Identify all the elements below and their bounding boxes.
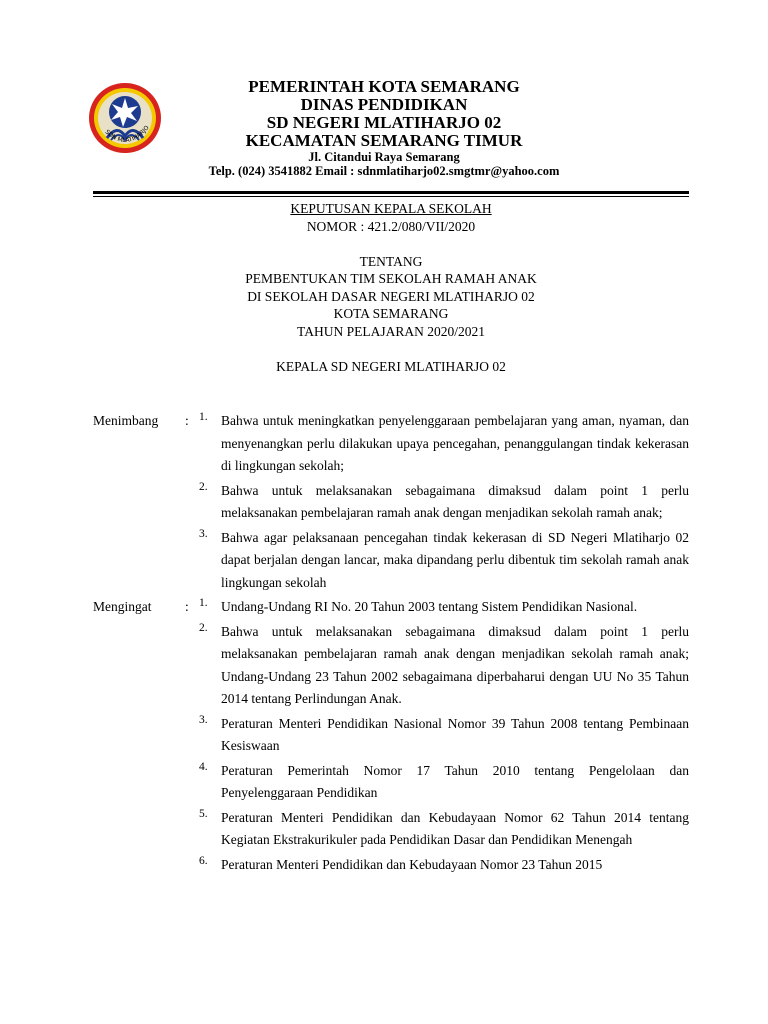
menimbang-section: [93, 410, 689, 596]
item-number: 5.: [199, 807, 208, 820]
decree-subject-line: KOTA SEMARANG: [333, 306, 449, 321]
decree-heading: KEPUTUSAN KEPALA SEKOLAH: [290, 201, 492, 216]
decree-subject-line: TAHUN PELAJARAN 2020/2021: [297, 323, 485, 339]
list-item: [199, 596, 689, 619]
item-number: 2.: [199, 480, 208, 493]
letterhead-government: PEMERINTAH KOTA SEMARANG: [248, 77, 520, 96]
item-number: 4.: [199, 760, 208, 773]
item-text: Peraturan Pemerintah Nomor 17 Tahun 2010 tentang Pengelolaan dan Penyelenggaraan Pendidikan: [221, 762, 689, 800]
letterhead-contact: Telp. (024) 3541882 Email : sdnmlatiharjo02.smgtmr@yahoo.com: [208, 164, 560, 178]
item-text: Bahwa untuk meningkatkan penyelenggaraan pembelajaran yang aman, nyaman, dan menyenangkan perlu dilakukan upaya pencegahan, penanggulangan tindak kekerasan di lingkungan sekolah;: [221, 413, 689, 473]
school-logo: [87, 80, 163, 156]
section-colon: :: [185, 599, 189, 614]
letterhead-district: KECAMATAN SEMARANG TIMUR: [245, 131, 523, 150]
item-text: Peraturan Menteri Pendidikan dan Kebudayaan Nomor 23 Tahun 2015: [221, 856, 603, 872]
list-item: [199, 621, 689, 711]
school-emblem-icon: [87, 80, 163, 156]
item-number: 3.: [199, 527, 208, 540]
list-item: [199, 807, 689, 852]
item-text: Bahwa untuk melaksanakan sebagaimana dimaksud dalam point 1 perlu melaksanakan pembelajaran ramah anak dengan menjadikan sekolah ramah anak;: [221, 482, 689, 520]
header-divider-thin: [93, 196, 689, 197]
letterhead: [170, 78, 598, 178]
decree-subject-line: DI SEKOLAH DASAR NEGERI MLATIHARJO 02: [247, 288, 535, 304]
decree-about: TENTANG: [359, 253, 423, 269]
section-label: Menimbang: [93, 413, 159, 428]
section-colon: :: [185, 413, 189, 428]
list-item: [199, 713, 689, 758]
letterhead-school: SD NEGERI MLATIHARJO 02: [266, 113, 502, 132]
item-text: Peraturan Menteri Pendidikan Nasional Nomor 39 Tahun 2008 tentang Pembinaan Kesiswaan: [221, 715, 689, 753]
item-text: Bahwa untuk melaksanakan sebagaimana dimaksud dalam point 1 perlu melaksanakan pembelajaran ramah anak dengan menjadikan sekolah ramah anak; Undang-Undang 23 Tahun 2002 sebagaimana diperbaharui dengan UU No 35 Tahun 2014 tentang Perlindungan Anak.: [221, 623, 689, 706]
logo-text: SDN MLATIHARJO: [103, 124, 151, 145]
item-text: Bahwa agar pelaksanaan pencegahan tindak kekerasan di SD Negeri Mlatiharjo 02 dapat berjalan dengan lancar, maka dipandang perlu dibentuk tim sekolah ramah anak lingkungan sekolah: [221, 529, 689, 590]
decree-body: [93, 410, 689, 878]
list-item: [199, 854, 689, 877]
item-number: 1.: [199, 597, 208, 609]
item-number: 6.: [199, 854, 208, 867]
item-text: Undang-Undang RI No. 20 Tahun 2003 tentang Sistem Pendidikan Nasional.: [221, 599, 638, 614]
header-divider-thick: [93, 191, 689, 194]
item-text: Peraturan Menteri Pendidikan dan Kebudayaan Nomor 62 Tahun 2014 tentang Kegiatan Ekstrakurikuler pada Pendidikan Dasar dan Pendidikan Menengah: [221, 809, 689, 847]
decree-subject-line: PEMBENTUKAN TIM SEKOLAH RAMAH ANAK: [245, 271, 537, 286]
item-number: 3.: [199, 713, 208, 726]
section-label: Mengingat: [93, 599, 152, 614]
item-number: 2.: [199, 621, 208, 634]
item-number: 1.: [199, 411, 208, 423]
decree-title: [93, 200, 689, 375]
list-item: [199, 760, 689, 805]
letterhead-address: Jl. Citandui Raya Semarang: [308, 150, 460, 164]
list-item: [199, 480, 689, 525]
letterhead-department: DINAS PENDIDIKAN: [300, 95, 468, 114]
list-item: [199, 527, 689, 595]
decree-number: NOMOR : 421.2/080/VII/2020: [306, 218, 476, 234]
mengingat-list: [199, 596, 689, 878]
mengingat-section: [93, 596, 689, 878]
menimbang-list: [199, 410, 689, 596]
decree-head: KEPALA SD NEGERI MLATIHARJO 02: [276, 358, 506, 374]
list-item: [199, 410, 689, 478]
